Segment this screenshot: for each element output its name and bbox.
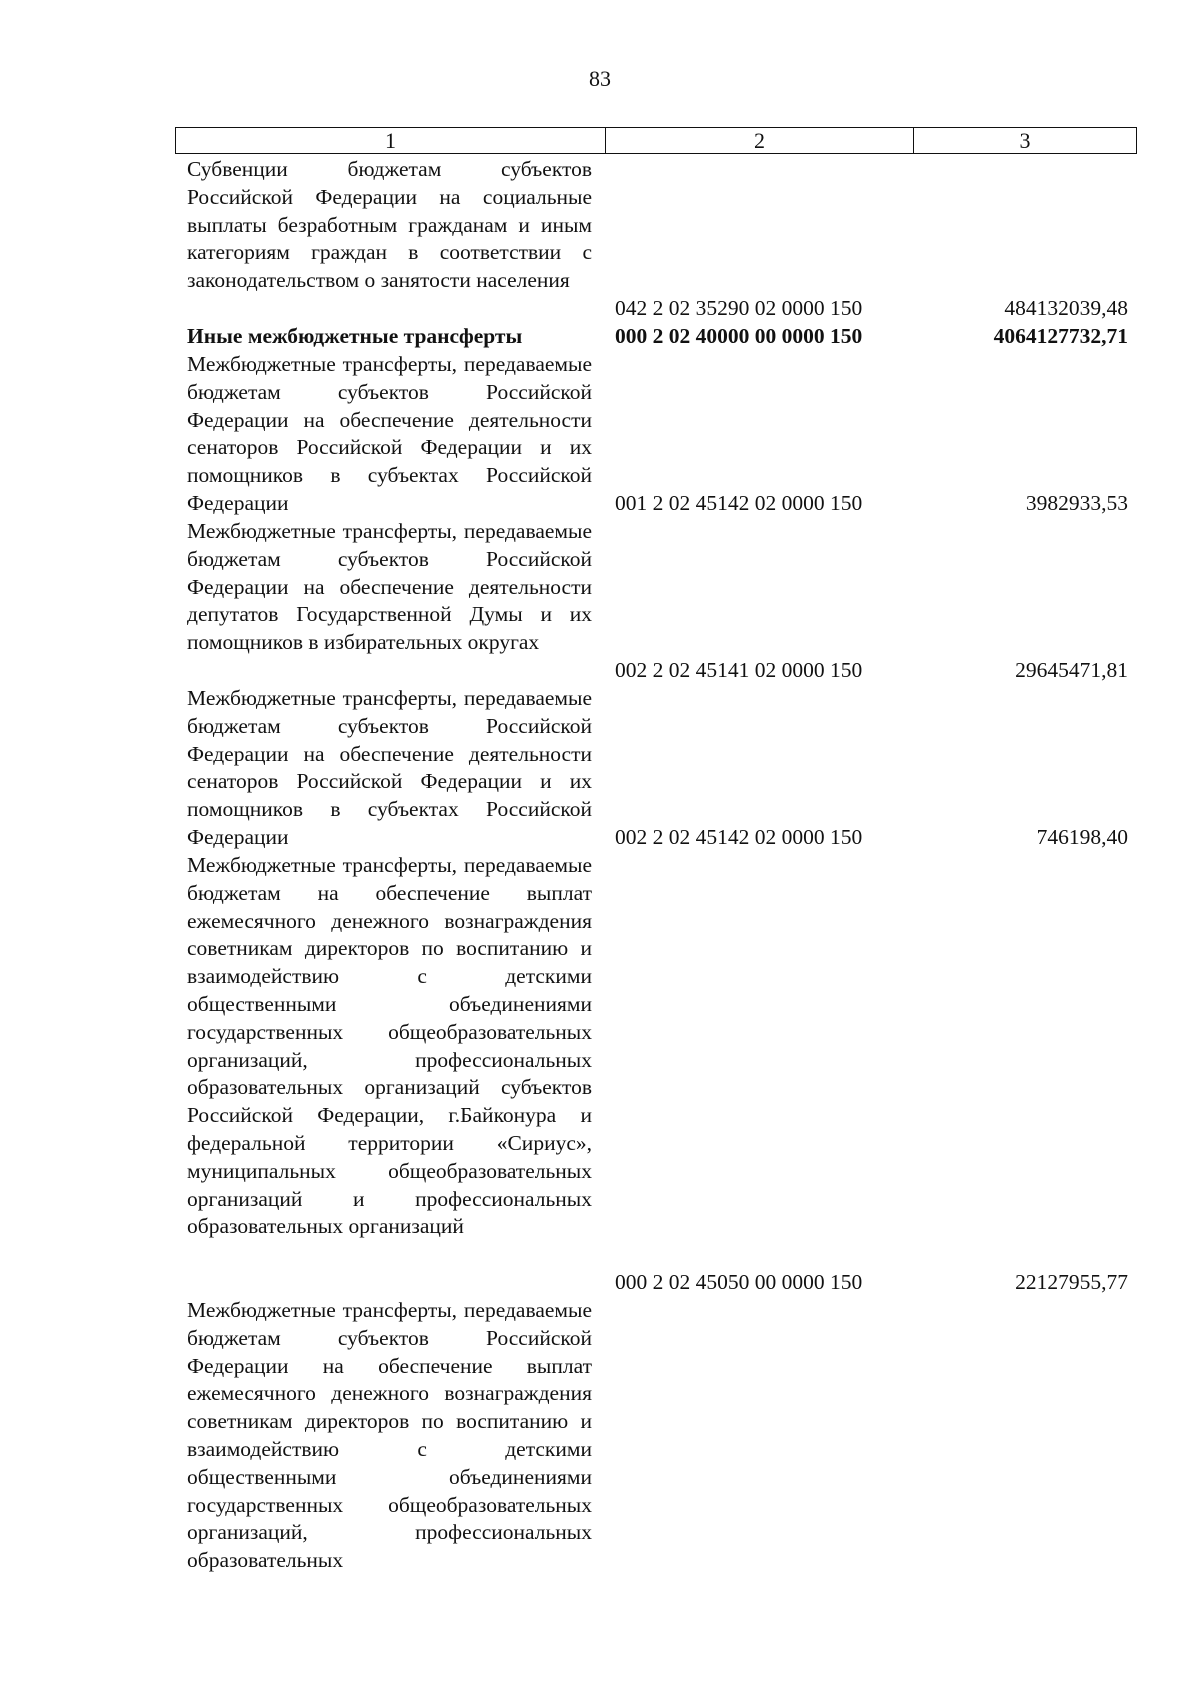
row-amount: 29645471,81 [1015, 658, 1128, 682]
row-code: 000 2 02 45050 00 0000 150 [615, 1270, 863, 1294]
row-code: 042 2 02 35290 02 0000 150 [615, 296, 863, 320]
column-header-1: 1 [176, 128, 606, 153]
table-header-row [175, 127, 1137, 154]
row-description: Межбюджетные трансферты, передаваемые бюджетам субъектов Российской Федерации на обеспечение деятельности сенаторов Российской Федерации и их помощников в субъектах Российской Федерации [187, 352, 592, 515]
row-description: Межбюджетные трансферты, передаваемые бюджетам субъектов Российской Федерации на обеспечение выплат ежемесячного денежного вознаграждения советникам директоров по воспитанию и взаимодействию с детскими общественными объединениями государственных общеобразовательных организаций, профессиональных образовательных [187, 1298, 592, 1573]
column-header-3: 3 [1019, 128, 1031, 153]
row-description: Межбюджетные трансферты, передаваемые бюджетам субъектов Российской Федерации на обеспечение деятельности сенаторов Российской Федерации и их помощников в субъектах Российской Федерации [187, 686, 592, 849]
row-code: 000 2 02 40000 00 0000 150 [615, 324, 863, 348]
row-description: Иные межбюджетные трансферты [187, 324, 523, 348]
column-header-2: 2 [606, 128, 914, 153]
row-amount: 746198,40 [1036, 825, 1128, 849]
row-amount: 4064127732,71 [993, 324, 1128, 348]
page-number: 83 [589, 66, 611, 91]
row-amount: 22127955,77 [1015, 1270, 1128, 1294]
row-amount: 484132039,48 [1004, 296, 1128, 320]
row-code: 002 2 02 45141 02 0000 150 [615, 658, 863, 682]
row-code: 001 2 02 45142 02 0000 150 [615, 491, 863, 515]
row-code: 002 2 02 45142 02 0000 150 [615, 825, 863, 849]
row-amount: 3982933,53 [1025, 491, 1128, 515]
row-description: Межбюджетные трансферты, передаваемые бюджетам субъектов Российской Федерации на обеспечение деятельности депутатов Государственной Думы и их помощников в избирательных округах [187, 519, 592, 655]
row-description: Межбюджетные трансферты, передаваемые бюджетам на обеспечение выплат ежемесячного денежного вознаграждения советникам директоров по воспитанию и взаимодействию с детскими общественными объединениями государственных общеобразовательных организаций, профессиональных образовательных организаций субъектов Российской Федерации, г.Байконура и федеральной территории «Сириус», муниципальных общеобразовательных организаций и профессиональных образовательных организаций [187, 853, 592, 1239]
row-description: Субвенции бюджетам субъектов Российской Федерации на социальные выплаты безработным гражданам и иным категориям граждан в соответствии с законодательством о занятости населения [187, 157, 592, 293]
